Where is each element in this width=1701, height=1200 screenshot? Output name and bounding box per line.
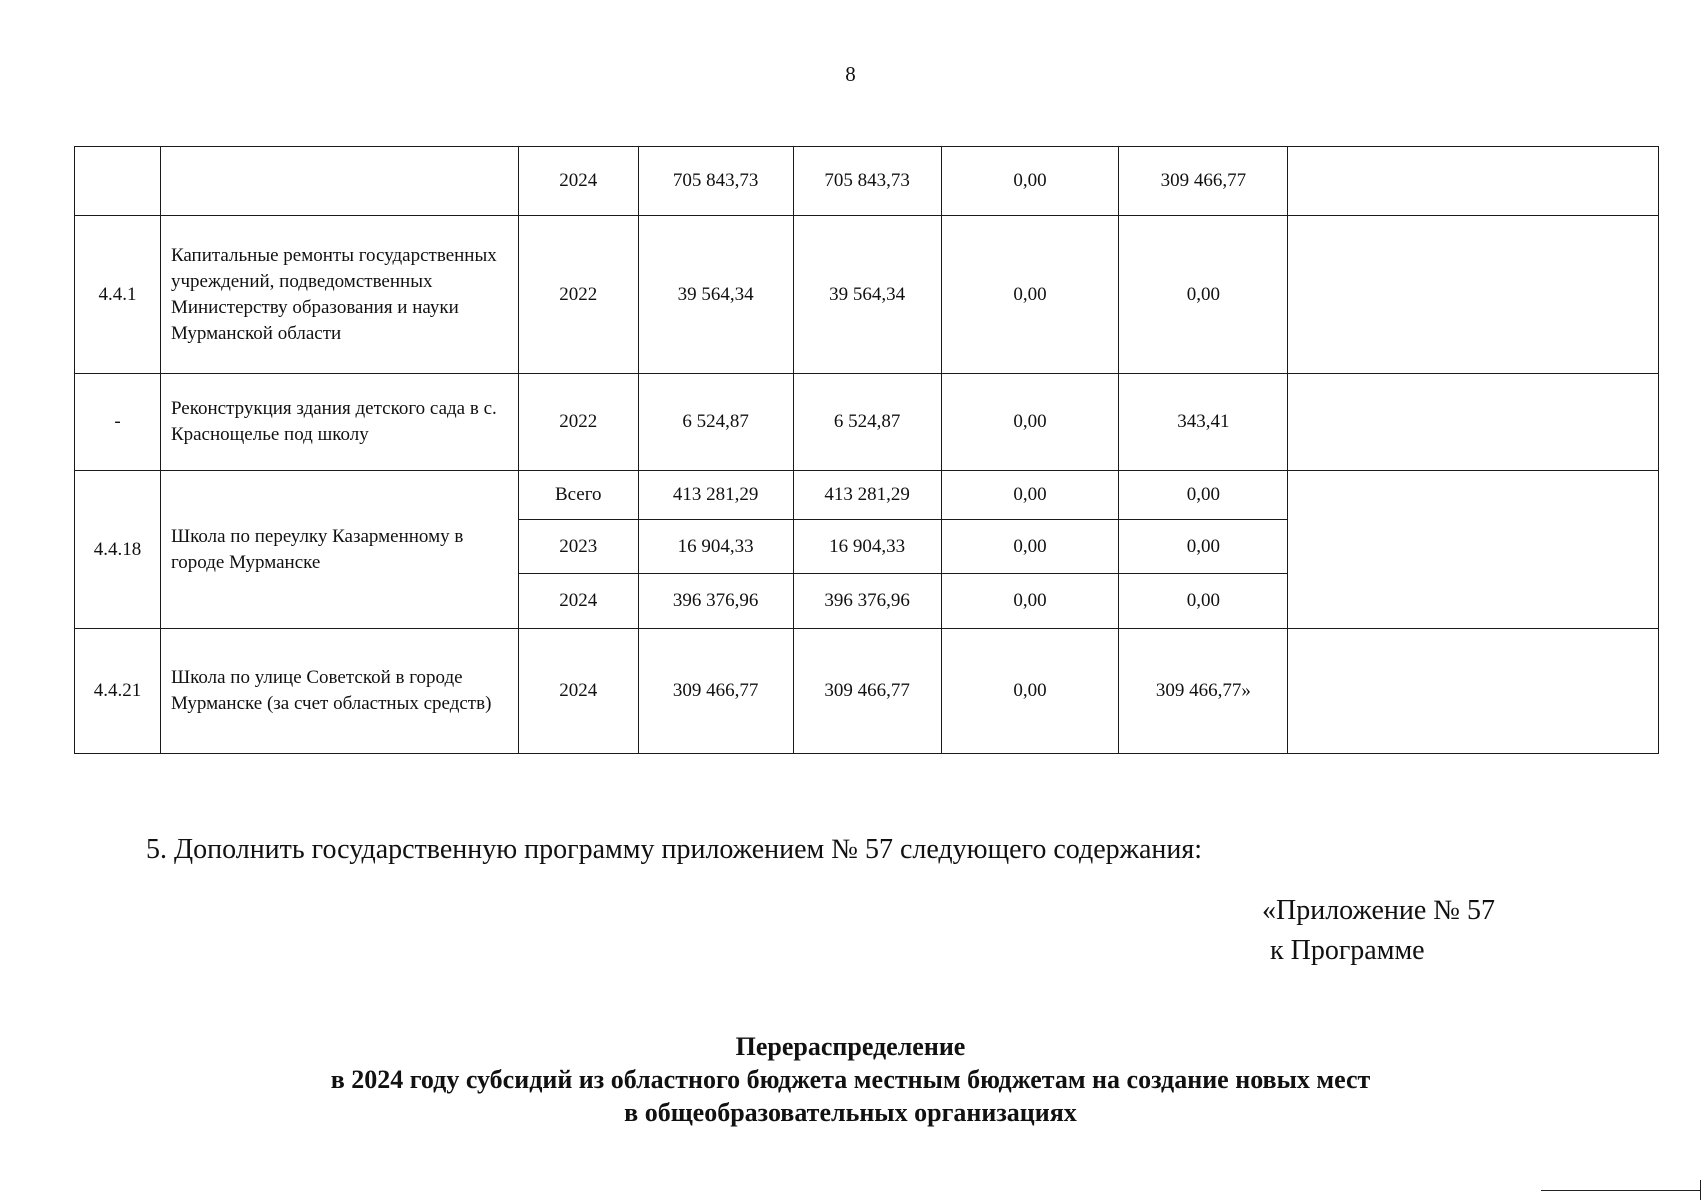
appendix-subtitle: к Программе — [1270, 935, 1425, 966]
row-other: 0,00 — [1119, 574, 1288, 629]
table-row — [75, 374, 1659, 471]
row-other: 309 466,77 — [1119, 147, 1288, 216]
row-federal: 0,00 — [941, 374, 1119, 471]
row-code: 4.4.1 — [75, 216, 161, 374]
row-other: 0,00 — [1119, 216, 1288, 374]
row-other: 343,41 — [1119, 374, 1288, 471]
heading-line-1: Перераспределение — [735, 1032, 966, 1061]
row-total: 705 843,73 — [638, 147, 793, 216]
row-code: 4.4.18 — [75, 471, 161, 629]
row-regional: 309 466,77 — [793, 629, 941, 754]
row-federal: 0,00 — [941, 629, 1119, 754]
row-code — [75, 147, 161, 216]
scan-edge-line — [1541, 1190, 1701, 1191]
row-total: 39 564,34 — [638, 216, 793, 374]
row-note — [1288, 147, 1659, 216]
page-number: 8 — [845, 62, 856, 86]
row-name: Школа по переулку Казарменному в городе Мурманске — [160, 471, 518, 629]
row-total: 413 281,29 — [638, 471, 793, 520]
row-total: 16 904,33 — [638, 520, 793, 574]
row-name — [160, 147, 518, 216]
row-total: 6 524,87 — [638, 374, 793, 471]
row-year: 2022 — [518, 216, 638, 374]
row-year: 2022 — [518, 374, 638, 471]
row-note — [1288, 374, 1659, 471]
row-other: 0,00 — [1119, 471, 1288, 520]
row-regional: 39 564,34 — [793, 216, 941, 374]
row-total: 396 376,96 — [638, 574, 793, 629]
table-row — [75, 471, 1659, 520]
row-note — [1288, 629, 1659, 754]
row-other: 309 466,77» — [1119, 629, 1288, 754]
row-year: 2024 — [518, 574, 638, 629]
table-row — [75, 147, 1659, 216]
row-federal: 0,00 — [941, 216, 1119, 374]
appendix-reference — [1262, 891, 1495, 971]
row-federal: 0,00 — [941, 520, 1119, 574]
row-federal: 0,00 — [941, 147, 1119, 216]
row-code: - — [75, 374, 161, 471]
heading-line-2: в 2024 году субсидий из областного бюджета местным бюджетам на создание новых мест — [330, 1065, 1371, 1094]
row-regional: 705 843,73 — [793, 147, 941, 216]
row-note — [1288, 471, 1659, 629]
row-other: 0,00 — [1119, 520, 1288, 574]
row-year: 2024 — [518, 147, 638, 216]
heading-line-3: в общеобразовательных организациях — [624, 1098, 1077, 1127]
budget-table — [74, 146, 1659, 754]
row-year: 2023 — [518, 520, 638, 574]
amendment-paragraph: 5. Дополнить государственную программу приложением № 57 следующего содержания: — [146, 834, 1203, 865]
row-year: Всего — [518, 471, 638, 520]
row-regional: 16 904,33 — [793, 520, 941, 574]
table-row — [75, 216, 1659, 374]
row-federal: 0,00 — [941, 574, 1119, 629]
row-year: 2024 — [518, 629, 638, 754]
document-heading — [0, 1030, 1701, 1129]
row-regional: 413 281,29 — [793, 471, 941, 520]
table-row — [75, 629, 1659, 754]
row-total: 309 466,77 — [638, 629, 793, 754]
row-name: Капитальные ремонты государственных учреждений, подведомственных Министерству образования и науки Мурманской области — [160, 216, 518, 374]
row-note — [1288, 216, 1659, 374]
row-code: 4.4.21 — [75, 629, 161, 754]
appendix-title: «Приложение № 57 — [1262, 895, 1495, 926]
row-regional: 6 524,87 — [793, 374, 941, 471]
row-name: Реконструкция здания детского сада в с. Краснощелье под школу — [160, 374, 518, 471]
row-name: Школа по улице Советской в городе Мурманске (за счет областных средств) — [160, 629, 518, 754]
row-regional: 396 376,96 — [793, 574, 941, 629]
row-federal: 0,00 — [941, 471, 1119, 520]
